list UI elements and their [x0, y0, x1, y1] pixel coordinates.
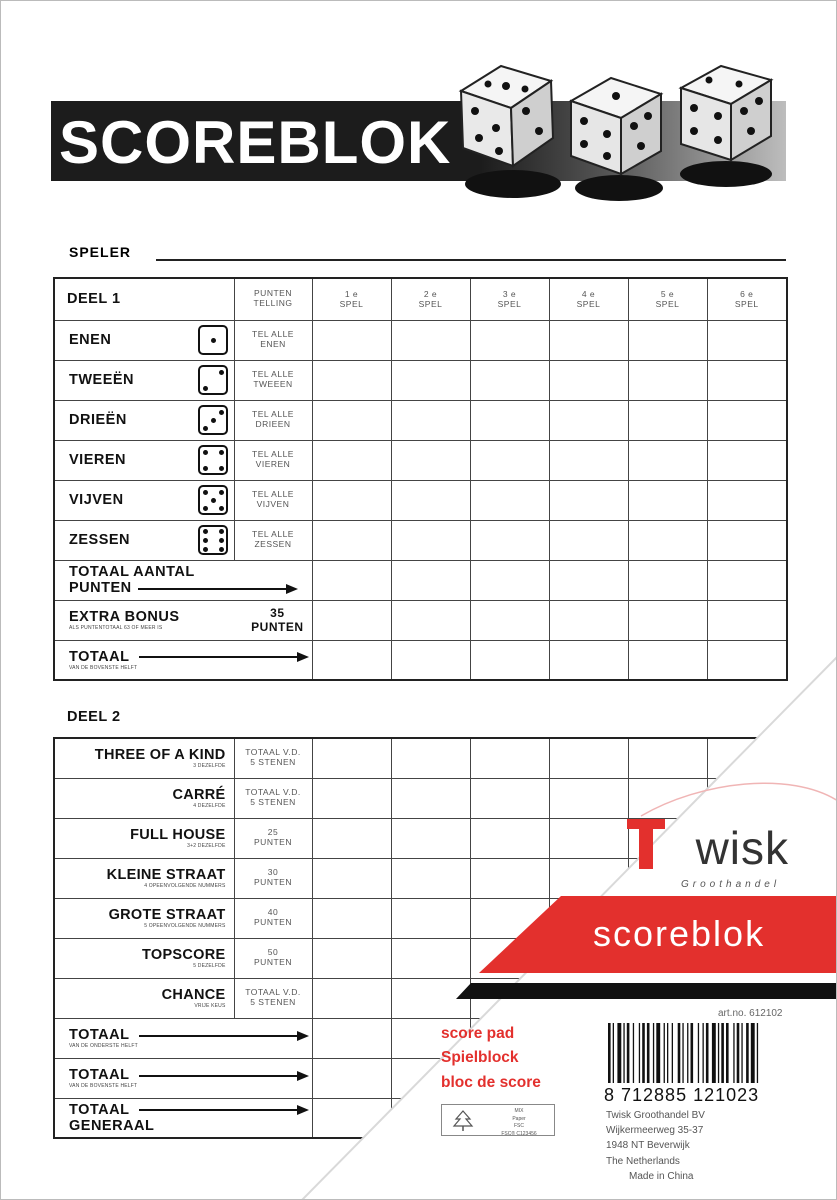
total-points-label-2: PUNTEN — [69, 580, 132, 596]
game-column-header: 5 e SPEL — [628, 278, 707, 320]
rule-text: 50 PUNTEN — [234, 938, 312, 978]
row-label: GROTE STRAAT — [108, 907, 226, 923]
game-column-header: 3 e SPEL — [470, 278, 549, 320]
row-label: TOPSCORE — [141, 947, 226, 963]
row-note: VRIJE KEUS — [194, 1003, 226, 1009]
rule-text: TOTAAL V.D. 5 STENEN — [234, 978, 312, 1018]
rule-text: TEL ALLE TWEEEN — [234, 360, 312, 400]
fsc-label — [441, 1104, 555, 1136]
twisk-logo-mark — [623, 811, 669, 871]
product-label: scoreblok — [593, 913, 766, 954]
bonus-unit: PUNTEN — [251, 620, 304, 634]
rule-text: TEL ALLE ZESSEN — [234, 520, 312, 560]
rule-text: TEL ALLE ENEN — [234, 320, 312, 360]
row-note: 3+2 DEZELFDE — [187, 843, 226, 849]
translation-fr: bloc de score — [441, 1074, 541, 1091]
total-note: VAN DE BOVENSTE HELFT — [69, 1083, 138, 1089]
total-label: TOTAAL — [69, 1101, 130, 1118]
game-column-header: 6 e SPEL — [707, 278, 787, 320]
page-title: SCOREBLOK — [59, 109, 452, 176]
row-label: CHANCE — [161, 987, 226, 1003]
total-note: VAN DE BOVENSTE HELFT — [69, 664, 138, 671]
rule-text: TOTAAL V.D. 5 STENEN — [234, 778, 312, 818]
black-band — [456, 983, 837, 999]
rule-text: TEL ALLE VIJVEN — [234, 480, 312, 520]
extra-bonus-note: ALS PUNTENTOTAAL 63 OF MEER IS — [69, 625, 163, 631]
cover-sleeve — [1, 1, 837, 1200]
row-label: CARRÉ — [172, 787, 226, 803]
total-points-label: TOTAAL AANTAL — [69, 564, 195, 580]
translation-de: Spielblock — [441, 1049, 519, 1066]
points-header: PUNTEN TELLING — [234, 278, 312, 320]
row-note: 4 DEZELFDE — [193, 803, 226, 809]
brand-name — [669, 821, 789, 875]
address-line: Twisk Groothandel BV — [606, 1110, 705, 1121]
rule-text: TEL ALLE VIEREN — [234, 440, 312, 480]
rule-text: TOTAAL V.D. 5 STENEN — [234, 738, 312, 778]
row-note: 5 OPEENVOLGENDE NUMMERS — [144, 923, 226, 929]
address-line: Made in China — [629, 1171, 694, 1182]
row-label: ENEN — [69, 332, 112, 348]
address-line: 1948 NT Beverwijk — [606, 1140, 690, 1151]
row-note: 5 DEZELFDE — [193, 963, 226, 969]
extra-bonus-label: EXTRA BONUS — [69, 609, 180, 625]
barcode — [606, 1023, 802, 1087]
address-line: The Netherlands — [606, 1156, 680, 1167]
brand-subtitle: Groothandel — [681, 879, 781, 890]
part1-title: DEEL 1 — [67, 291, 121, 308]
bonus-value: 35 — [270, 606, 285, 620]
address-line: Wijkermeerweg 35-37 — [606, 1125, 704, 1136]
row-label: VIEREN — [69, 452, 126, 468]
total-label-2: GENERAAL — [69, 1117, 155, 1134]
row-note: 3 DEZELFDE — [193, 763, 226, 770]
row-label: THREE OF A KIND — [94, 747, 226, 764]
row-label: TWEEËN — [69, 372, 135, 388]
total-label: TOTAAL — [69, 1067, 130, 1083]
game-column-header: 1 e SPEL — [312, 278, 391, 320]
translation-en: score pad — [441, 1025, 515, 1042]
game-column-header: 2 e SPEL — [391, 278, 470, 320]
row-label: VIJVEN — [69, 492, 124, 508]
part2-title: DEEL 2 — [67, 709, 121, 725]
fsc-tree-icon — [448, 1109, 478, 1133]
rule-text: 40 PUNTEN — [234, 898, 312, 938]
game-column-header: 4 e SPEL — [549, 278, 628, 320]
total-label: TOTAAL — [69, 648, 130, 665]
rule-text: 25 PUNTEN — [234, 818, 312, 858]
rule-text: 30 PUNTEN — [234, 858, 312, 898]
rule-text: TEL ALLE DRIEEN — [234, 400, 312, 440]
brand-name-rest: wisk — [695, 822, 790, 874]
row-label: FULL HOUSE — [130, 827, 226, 843]
row-label: KLEINE STRAAT — [106, 867, 226, 883]
barcode-number: 8 712885 121023 — [604, 1085, 760, 1105]
row-label: DRIEËN — [69, 412, 127, 428]
row-note: 4 OPEENVOLGENDE NUMMERS — [144, 883, 226, 889]
player-label: SPELER — [69, 244, 132, 260]
row-label: ZESSEN — [69, 532, 131, 548]
total-label: TOTAAL — [69, 1027, 130, 1043]
fsc-text: MIX Paper FSC FSC® C123456 — [501, 1108, 537, 1137]
total-note: VAN DE ONDERSTE HELFT — [69, 1043, 138, 1049]
article-number: art.no. 612102 — [718, 1008, 783, 1019]
